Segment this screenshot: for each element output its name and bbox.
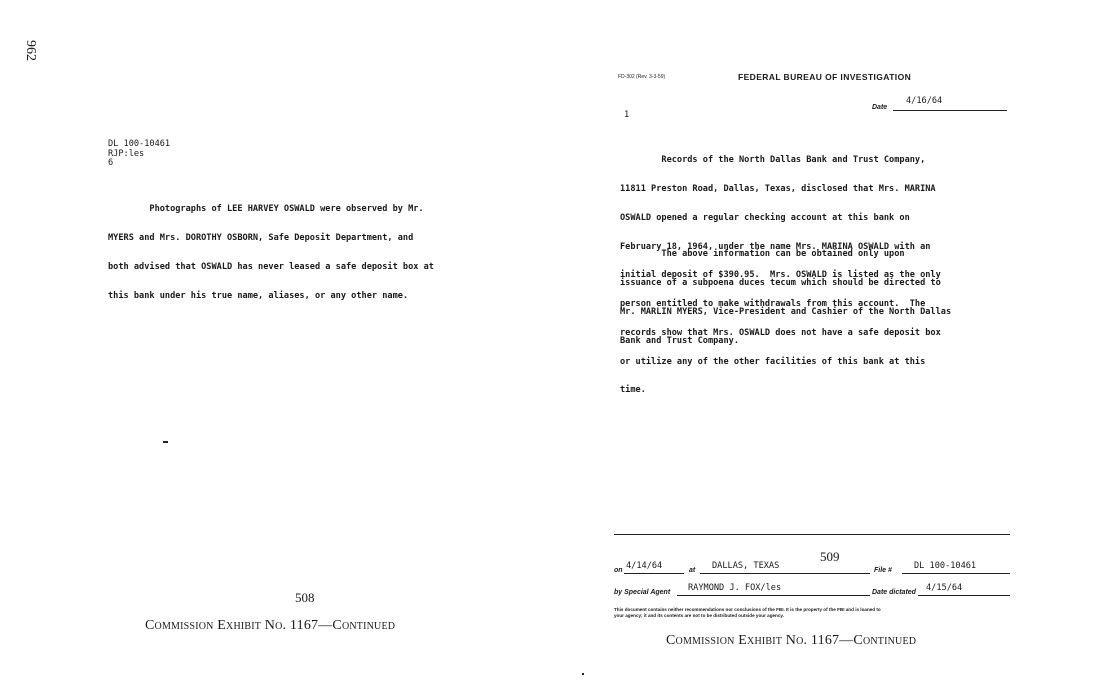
- file-value: DL 100-10461: [914, 561, 977, 571]
- file-reference: DL 100-10461: [108, 139, 171, 149]
- paragraph-line: issuance of a subpoena duces tecum which should be directed to: [620, 277, 941, 288]
- paragraph-line: Records of the North Dallas Bank and Trust Company,: [620, 155, 926, 166]
- stray-mark: [163, 441, 168, 443]
- paragraph-line: time.: [620, 385, 646, 396]
- left-caption: Commission Exhibit No. 1167—Continued: [145, 618, 396, 633]
- agent-value: RAYMOND J. FOX/les: [688, 583, 782, 593]
- right-caption: Commission Exhibit No. 1167—Continued: [666, 633, 917, 648]
- paragraph-line: both advised that OSWALD has never leased a safe deposit box at: [108, 261, 434, 272]
- agency-header: FEDERAL BUREAU OF INVESTIGATION: [738, 72, 912, 82]
- paragraph-line: initial deposit of $390.95. Mrs. OSWALD is listed as the only: [620, 270, 941, 281]
- initials: RJP:les: [108, 149, 145, 159]
- left-page-number: 508: [295, 590, 315, 605]
- disclaimer-line: your agency; it and its contents are not to be distributed outside your agency.: [614, 613, 784, 618]
- disclaimer: [614, 607, 881, 619]
- sheet-number: 6: [108, 158, 114, 168]
- paragraph-line: The above information can be obtained only upon: [620, 249, 905, 260]
- at-label: at: [689, 567, 696, 574]
- paragraph-line: 11811 Preston Road, Dallas, Texas, disclosed that Mrs. MARINA: [620, 183, 936, 194]
- file-underline: [902, 573, 1010, 574]
- dictated-label: Date dictated: [872, 589, 916, 596]
- paragraph-line: February 18, 1964, under the name Mrs. MARINA OSWALD with an: [620, 241, 931, 252]
- paragraph-line: or utilize any of the other facilities of this bank at this: [620, 356, 926, 367]
- paragraph-line: person entitled to make withdrawals from this account. The: [620, 299, 926, 310]
- agent-label: by Special Agent: [614, 589, 671, 596]
- paragraph-line: OSWALD opened a regular checking account at this bank on: [620, 212, 910, 223]
- footer-rule: [614, 534, 1010, 535]
- right-paragraph-2: [620, 231, 951, 356]
- date-value: 4/16/64: [906, 96, 943, 106]
- dictated-value: 4/15/64: [926, 583, 963, 593]
- form-code: FD-302 (Rev. 3-3-59): [618, 74, 666, 80]
- at-value: DALLAS, TEXAS: [712, 561, 780, 571]
- disclaimer-line: This document contains neither recommendations nor conclusions of the FBI. It is the property of the FBI and is loaned to: [614, 607, 881, 612]
- on-value: 4/14/64: [626, 561, 663, 571]
- paragraph-line: MYERS and Mrs. DOROTHY OSBORN, Safe Deposit Department, and: [108, 232, 414, 243]
- date-label: Date: [872, 104, 888, 111]
- side-page-number: 962: [23, 40, 38, 61]
- on-label: on: [614, 567, 623, 574]
- stray-dot: [582, 673, 584, 675]
- paragraph-line: Photographs of LEE HARVEY OSWALD were observed by Mr.: [108, 204, 424, 215]
- date-underline: [893, 110, 1007, 111]
- paragraph-line: Mr. MARLIN MYERS, Vice-President and Cashier of the North Dallas: [620, 306, 952, 317]
- sheet-number: 1: [624, 110, 630, 120]
- on-underline: [624, 573, 684, 574]
- dictated-underline: [918, 595, 1010, 596]
- file-label: File #: [874, 567, 892, 574]
- at-underline: [700, 573, 870, 574]
- paragraph-line: Bank and Trust Company.: [620, 335, 739, 346]
- paragraph-line: records show that Mrs. OSWALD does not have a safe deposit box: [620, 327, 941, 338]
- left-paragraph: [108, 186, 434, 311]
- agent-underline: [677, 595, 870, 596]
- right-page-number: 509: [820, 549, 840, 564]
- paragraph-line: this bank under his true name, aliases, or any other name.: [108, 290, 409, 301]
